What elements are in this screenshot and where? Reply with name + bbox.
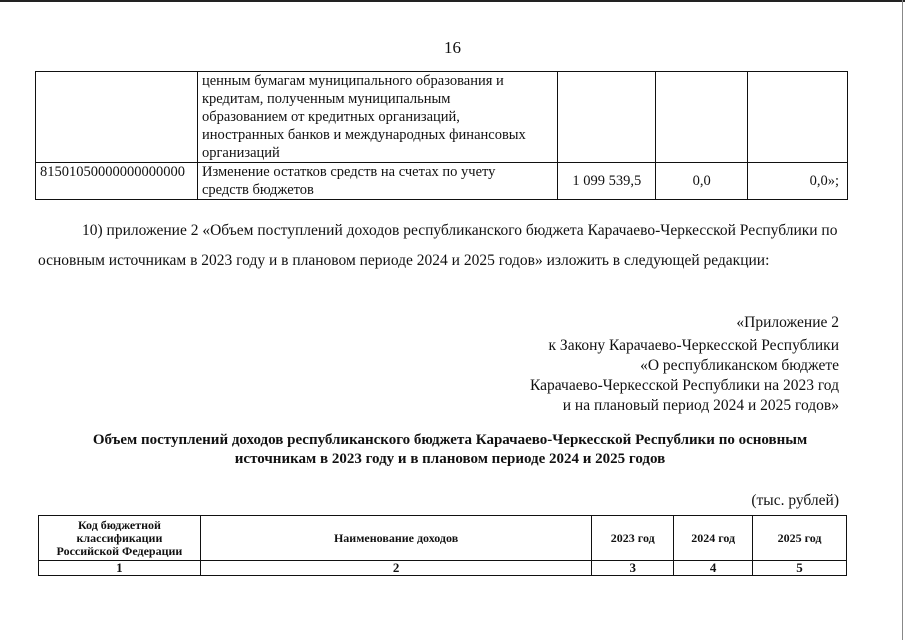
header-code-line: классификации	[76, 530, 163, 545]
column-number: 3	[592, 561, 674, 576]
paragraph-line: 10) приложение 2 «Объем поступлений доходов республиканского бюджета Карачаево-Черкесской Республики по	[82, 222, 838, 239]
header-2023: 2023 год	[592, 516, 674, 561]
units-label: (тыс. рублей)	[751, 492, 839, 509]
page-top-border	[0, 0, 905, 6]
name-line: образованием от кредитных организаций,	[201, 109, 460, 125]
column-number: 2	[200, 561, 591, 576]
header-code-line: Код бюджетной	[77, 517, 161, 532]
sources-table-continued	[35, 71, 848, 200]
header-2024: 2024 год	[674, 516, 753, 561]
header-name: Наименование доходов	[200, 516, 591, 561]
title-line: источникам в 2023 году и в плановом периоде 2024 и 2025 годов	[234, 451, 666, 467]
name-line: кредитам, полученным муниципальным	[201, 91, 451, 107]
document-title	[40, 431, 860, 469]
column-number: 1	[39, 561, 201, 576]
header-row	[39, 516, 847, 561]
revenue-table-header	[38, 515, 847, 576]
appendix-label: «Приложение 2	[736, 314, 839, 331]
value-2023-cell: 1 099 539,5	[558, 163, 656, 200]
appendix-line: Карачаево-Черкесской Республики на 2023 год	[530, 377, 839, 394]
column-number: 5	[753, 561, 847, 576]
value-2024-cell: 0,0	[656, 163, 748, 200]
header-code	[39, 516, 201, 561]
name-cell	[197, 163, 557, 200]
page-number: 16	[444, 38, 461, 57]
paragraph-line: основным источникам в 2023 году и в плановом периоде 2024 и 2025 годов» изложить в следующей редакции:	[38, 252, 770, 269]
header-code-line: Российской Федерации	[56, 543, 183, 558]
appendix-line: «О республиканском бюджете	[640, 357, 839, 374]
amendment-paragraph	[38, 216, 838, 276]
column-number: 4	[674, 561, 753, 576]
name-line: организаций	[201, 145, 280, 161]
value-2024-cell	[656, 72, 748, 163]
column-number-row	[39, 561, 847, 576]
name-line: средств бюджетов	[201, 182, 314, 198]
name-line: ценным бумагам муниципального образования и	[201, 73, 504, 89]
code-cell: 81501050000000000000	[36, 163, 198, 200]
appendix-line: к Закону Карачаево-Черкесской Республики	[548, 337, 839, 354]
value-2025-cell: 0,0»;	[748, 163, 848, 200]
header-2025: 2025 год	[753, 516, 847, 561]
value-2023-cell	[558, 72, 656, 163]
value-2025-cell	[748, 72, 848, 163]
name-line: иностранных банков и международных финансовых	[201, 127, 526, 143]
appendix-reference	[530, 336, 839, 416]
name-line: Изменение остатков средств на счетах по учету	[201, 164, 496, 180]
code-cell	[36, 72, 198, 163]
title-line: Объем поступлений доходов республиканского бюджета Карачаево-Черкесской Республики по основным	[92, 432, 808, 448]
table-row	[36, 163, 848, 200]
page-right-border	[902, 0, 903, 640]
table-row	[36, 72, 848, 163]
name-cell	[197, 72, 557, 163]
appendix-line: и на плановый период 2024 и 2025 годов»	[562, 397, 839, 414]
